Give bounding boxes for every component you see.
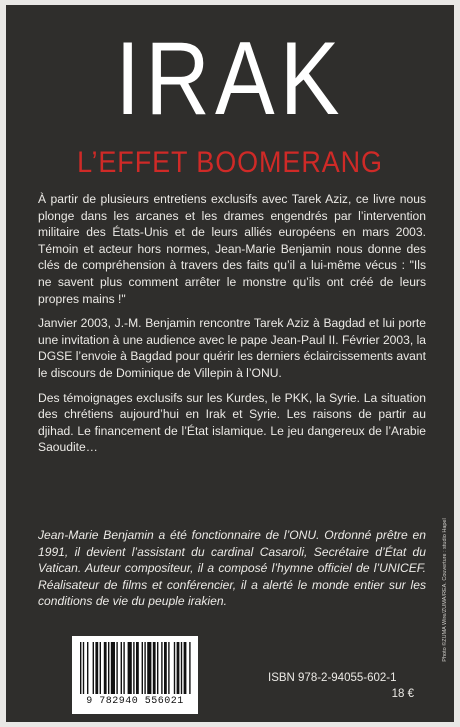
blurb-paragraph-3: Des témoignages exclusifs sur les Kurdes, le PKK, la Syrie. La situation des chrétiens aujourd’hui en Irak et Syrie. Les raisons de partir au djihad. Le financement de l’État islamique. Le jeu dangereux de l’Arabie Saoudite… xyxy=(38,390,426,455)
barcode-bar xyxy=(133,642,134,694)
book-title: IRAK xyxy=(115,21,345,137)
barcode-bar xyxy=(100,642,101,694)
barcode-bar xyxy=(80,642,81,694)
barcode-bar xyxy=(95,642,98,694)
barcode-bar xyxy=(184,642,187,694)
barcode-bar xyxy=(93,642,94,694)
author-bio: Jean-Marie Benjamin a été fonctionnaire de l’ONU. Ordonné prêtre en 1991, il devient l’assistant du cardinal Casaroli, Secrétaire d’État du Vatican. Auteur compositeur, il a composé l’hymne officiel de l’UNICEF. Réalisateur de films et conférencier, il a alerté le monde entier sur les conditions de vie du peuple irakien. xyxy=(38,528,426,609)
barcode-bar xyxy=(164,642,167,694)
barcode-digits: 9 782940 556021 xyxy=(86,696,184,707)
barcode-bar xyxy=(147,642,151,694)
barcode-bar xyxy=(116,642,117,694)
barcode-bar xyxy=(177,642,180,694)
barcode-bar xyxy=(87,642,88,694)
photo-credits xyxy=(438,515,452,665)
blurb-paragraph-1: À partir de plusieurs entretiens exclusifs avec Tarek Aziz, ce livre nous plonge dans les arcanes et les drames engendrés par l’intervention militaire des États-Unis et de leurs alliés européens en mars 2003. Témoin et acteur hors normes, Jean-Marie Benjamin nous donne des clés de compréhension à travers des faits qu’il a lui-même vécus : "Ils ne savent plus comment arrêter le monstre qu’ils ont créé de leurs propres mains !" xyxy=(38,192,426,306)
barcode-bar xyxy=(104,642,107,694)
book-subtitle: L’EFFET BOOMERANG xyxy=(77,146,383,179)
isbn: ISBN 978-2-94055-602-1 xyxy=(268,672,397,684)
barcode-bar xyxy=(189,642,190,694)
blurb xyxy=(38,191,426,464)
barcode-bar xyxy=(174,642,175,694)
barcode-bar xyxy=(123,642,124,694)
barcode-bar xyxy=(136,642,139,694)
price: 18 € xyxy=(391,688,414,700)
barcode-bar xyxy=(144,642,145,694)
photo-credits-text: Photo ©ZUMA Wire/ZUMA/REA. Couverture : studio Hapel xyxy=(442,518,448,662)
barcode-bars xyxy=(78,642,192,694)
barcode-bar xyxy=(168,642,169,694)
blurb-paragraph-2: Janvier 2003, J.-M. Benjamin rencontre Tarek Aziz à Bagdad et lui porte une invitation à une audience avec le pape Jean-Paul II. Février 2003, la DGSE l’envoie à Bagdad pour quérir les derniers éclaircissements avant le discours de Dominique de Villepin à l’ONU. xyxy=(38,316,426,380)
barcode xyxy=(72,636,198,714)
barcode-bar xyxy=(142,642,143,694)
barcode-bar xyxy=(181,642,182,694)
barcode-bar xyxy=(108,642,109,694)
barcode-bar xyxy=(128,642,132,694)
barcode-bar xyxy=(111,642,115,694)
barcode-bar xyxy=(157,642,158,694)
barcode-bar xyxy=(161,642,162,694)
barcode-bar xyxy=(83,642,84,694)
back-cover xyxy=(6,5,454,722)
barcode-bar xyxy=(153,642,156,694)
barcode-bar xyxy=(121,642,122,694)
